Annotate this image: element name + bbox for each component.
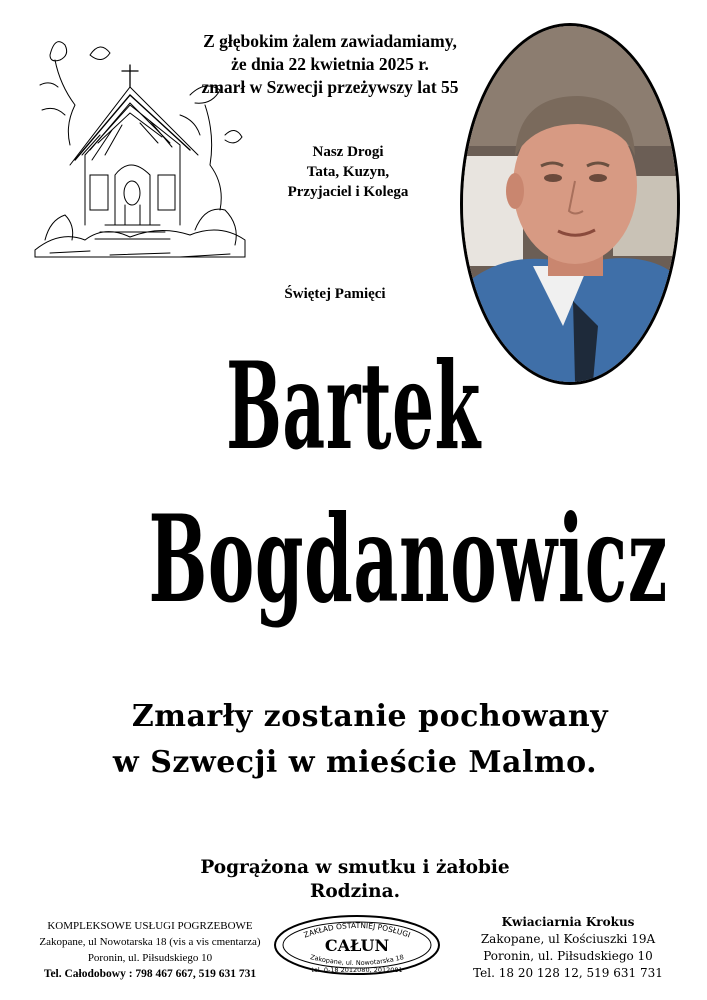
mourners-line: Pogrążona w smutku i żałobie [200,857,510,878]
svg-text:Zakopane, ul. Nowotarska 18 [309,953,404,967]
announcement-text [195,30,465,99]
florist-address: Zakopane, ul Kościuszki 19A [480,932,656,946]
burial-info-line: w Szwecji w mieście Malmo. [112,745,598,780]
announcement-line: zmarł w Szwecji przeżywszy lat 55 [201,77,459,97]
announcement-line: Z głębokim żalem zawiadamiamy, [203,31,457,51]
relation-line: Nasz Drogi [312,144,384,160]
stamp-bottom-text: Zakopane, ul. Nowotarska 18 [309,953,405,968]
funeral-home-address: Zakopane, ul Nowotarska 18 (vis a vis cmentarza) [39,936,261,948]
florist-title: Kwiaciarnia Krokus [501,915,635,929]
florist-phone: Tel. 18 20 128 12, 519 631 731 [473,966,663,980]
deceased-first-name: Bartek [226,336,481,477]
burial-info-line: Zmarły zostanie pochowany [131,699,609,734]
announcement-line: że dnia 22 kwietnia 2025 r. [231,54,429,74]
deceased-last-name: Bogdanowicz [148,489,668,630]
mourners-signature [150,856,560,904]
stamp-top-text: ZAKŁAD OSTATNIEJ POSŁUGI [302,920,412,940]
portrait-illustration [463,26,677,382]
stamp-name: CAŁUN [324,936,390,955]
funeral-home-title: KOMPLEKSOWE USŁUGI POGRZEBOWE [47,920,253,932]
deceased-portrait-photo [460,23,680,385]
family-relations [258,142,438,202]
florist-address: Poronin, ul. Piłsudskiego 10 [483,949,653,963]
funeral-home-info [14,918,286,982]
funeral-home-phone: Tel. Całodobowy : 798 467 667, 519 631 731 [43,968,257,980]
relation-line: Przyjaciel i Kolega [287,184,409,200]
relation-line: Tata, Kuzyn, [306,164,390,180]
calun-stamp-logo [272,914,442,976]
funeral-home-address: Poronin, ul. Piłsudskiego 10 [87,952,213,964]
stamp-phone: tel. 0-18 2012080, 2012081 [311,966,403,974]
mourners-line: Rodzina. [309,881,401,902]
florist-info [448,914,688,982]
in-memoriam-label: Świętej Pamięci [284,286,386,302]
